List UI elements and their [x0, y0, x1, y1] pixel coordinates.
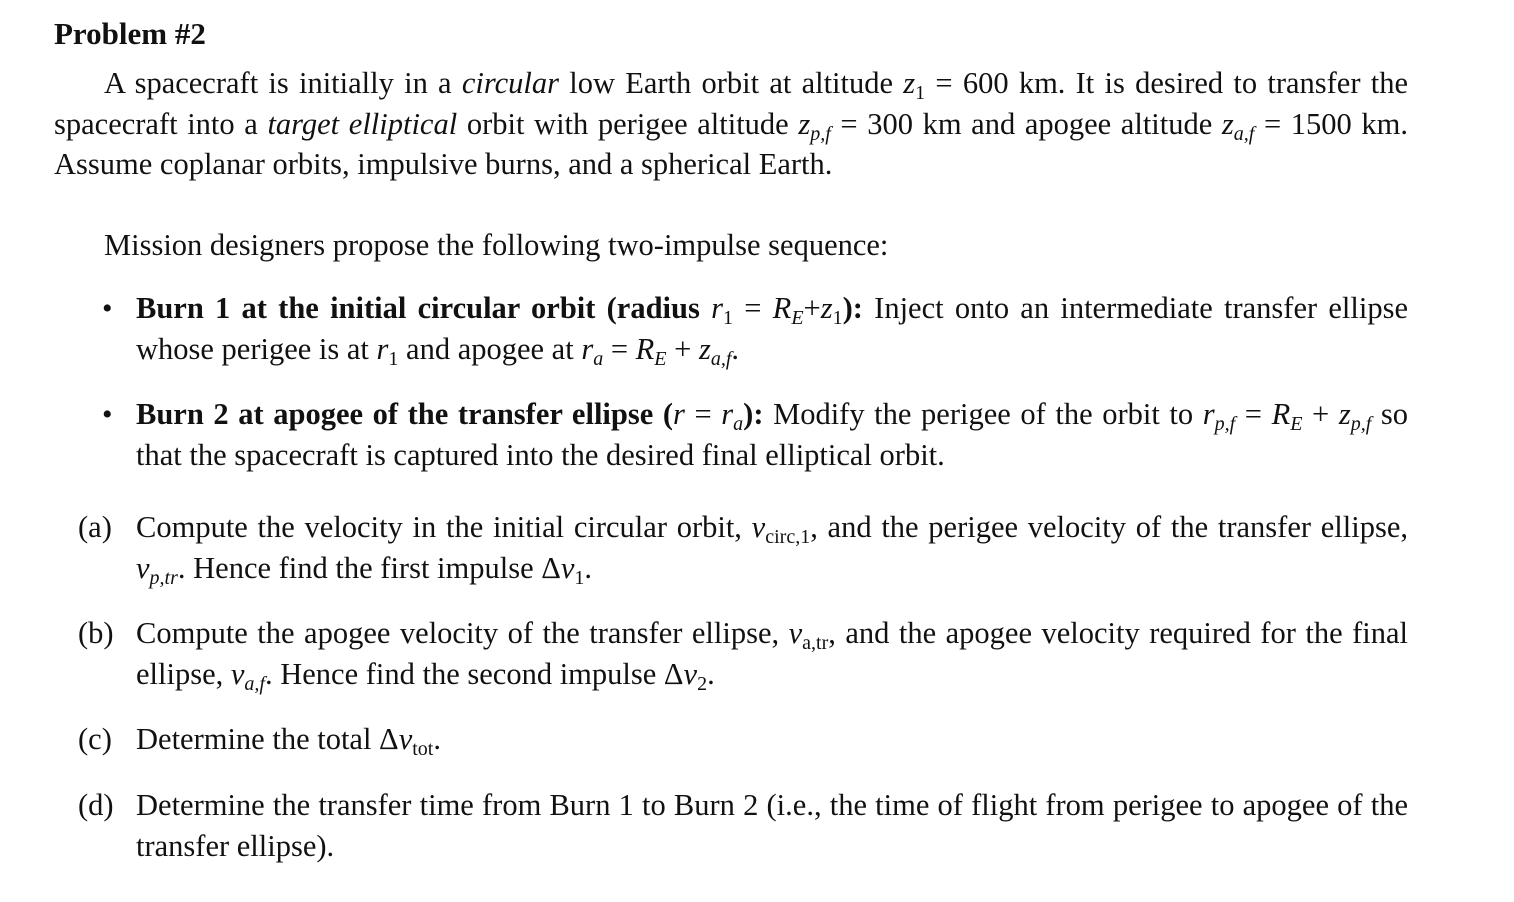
math-v: v	[560, 550, 575, 585]
bullet-burn-2	[102, 394, 1408, 476]
part-text: .	[707, 656, 715, 691]
math-subscript: circ,1	[765, 526, 811, 548]
math-subscript: a	[733, 413, 744, 435]
bullet-text: Modify the perigee of the orbit to	[763, 397, 1203, 431]
bullet-heading: Burn 2 at apogee of the transfer ellipse (	[136, 397, 674, 431]
part-text: . Hence find the first impulse Δ	[177, 550, 561, 585]
intro-text: A spacecraft is initially in a	[104, 66, 462, 100]
math-subscript: a,f	[1233, 122, 1255, 145]
problem-intro	[54, 63, 1408, 185]
math-subscript: 1	[574, 566, 585, 589]
math-subscript: 2	[697, 672, 708, 695]
part-text: , and the apogee velocity required for the final ellipse,	[136, 616, 1408, 691]
math-subscript: E	[791, 307, 804, 329]
part-text: Compute the velocity in the initial circular orbit,	[136, 510, 752, 544]
intro-text: low Earth orbit at altitude	[558, 66, 904, 100]
math-rpf: r	[1202, 397, 1215, 431]
math-zpf: z	[798, 106, 811, 141]
math-v: v	[136, 550, 150, 585]
part-text: Determine the transfer time from Burn 1 to Burn 2 (i.e., the time of flight from perigee to apogee of the transfer ellipse).	[136, 788, 1408, 863]
part-text: , and the perigee velocity of the transfer ellipse,	[810, 510, 1408, 544]
math-v: v	[683, 656, 698, 691]
math-RE: R	[1271, 397, 1291, 431]
part-label: (a)	[78, 510, 112, 544]
part-label: (b)	[78, 616, 114, 650]
math-zpf: z	[1338, 397, 1351, 431]
math-r: r	[673, 397, 685, 431]
bullet-text: and apogee at	[398, 332, 582, 366]
intro-text: orbit with perigee altitude	[457, 106, 799, 141]
intro-emphasis-target: target elliptical	[267, 106, 458, 141]
bullet-text: so that the spacecraft is captured into the desired final elliptical orbit.	[136, 397, 1408, 472]
math-v: v	[751, 510, 766, 544]
part-c	[78, 719, 1408, 760]
part-text: .	[584, 550, 593, 585]
math-op: +	[666, 332, 699, 366]
intro-text: = 300 km and apogee altitude	[830, 106, 1222, 141]
part-text: . Hence find the second impulse Δ	[264, 656, 684, 691]
math-subscript: E	[1290, 413, 1303, 435]
math-op: +	[803, 291, 821, 325]
math-ra: r	[721, 397, 734, 431]
part-label: (d)	[78, 788, 114, 822]
math-op: =	[684, 397, 722, 431]
math-subscript: 1	[915, 82, 926, 104]
math-subscript: E	[654, 348, 667, 370]
math-v: v	[398, 722, 413, 756]
intro-text: = 1500 km. Assume coplanar orbits, impulsive burns, and a spherical Earth.	[54, 106, 1408, 181]
bullet-heading: Burn 1 at the initial circular orbit (radius	[136, 291, 712, 325]
math-RE: R	[635, 332, 655, 366]
math-subscript: p,f	[1350, 413, 1372, 435]
math-r1: r	[711, 291, 723, 325]
math-subscript: a,f	[244, 672, 265, 695]
math-subscript: 1	[722, 307, 733, 329]
math-op: +	[1302, 397, 1339, 431]
math-v: v	[230, 656, 245, 691]
part-d	[78, 785, 1408, 866]
bullet-text: .	[731, 332, 740, 366]
bullet-heading: ):	[743, 397, 764, 431]
math-zaf: z	[698, 332, 711, 366]
math-subscript: tot	[412, 738, 434, 760]
part-b	[78, 613, 1408, 695]
intro-emphasis-circular: circular	[461, 66, 559, 100]
math-subscript: p,tr	[149, 566, 178, 589]
bullet-heading: ):	[842, 291, 863, 325]
mission-sentence: Mission designers propose the following two-impulse sequence:	[104, 228, 889, 262]
part-label: (c)	[78, 722, 112, 756]
math-zaf: z	[1221, 106, 1234, 141]
bullet-dot: •	[102, 398, 113, 431]
math-op: =	[603, 332, 636, 366]
part-text: .	[433, 722, 441, 756]
part-text: Compute the apogee velocity of the transfer ellipse,	[136, 616, 789, 650]
part-a	[78, 507, 1408, 589]
math-subscript: 1	[388, 348, 399, 370]
math-v: v	[788, 616, 803, 650]
math-subscript: a,tr	[802, 632, 829, 654]
math-z1: z	[903, 66, 916, 100]
math-z1: z	[820, 291, 833, 325]
problem-title: Problem #2	[54, 16, 206, 51]
math-ra: r	[581, 332, 594, 366]
bullet-text: Inject onto an intermediate transfer ellipse whose perigee is at	[136, 291, 1408, 366]
math-subscript: a,f	[710, 348, 732, 370]
math-op: =	[1235, 397, 1272, 431]
math-op: =	[732, 291, 773, 325]
part-text: Determine the total Δ	[136, 722, 399, 756]
math-subscript: a	[593, 348, 604, 370]
math-subscript: p,f	[1214, 413, 1236, 435]
math-r1: r	[376, 332, 389, 366]
math-subscript: 1	[832, 307, 843, 329]
math-RE: R	[772, 291, 792, 325]
math-subscript: p,f	[810, 122, 831, 145]
bullet-burn-1	[102, 288, 1408, 370]
bullet-dot: •	[102, 292, 113, 325]
intro-text: = 600 km. It is desired to transfer the spacecraft into a	[54, 66, 1408, 141]
